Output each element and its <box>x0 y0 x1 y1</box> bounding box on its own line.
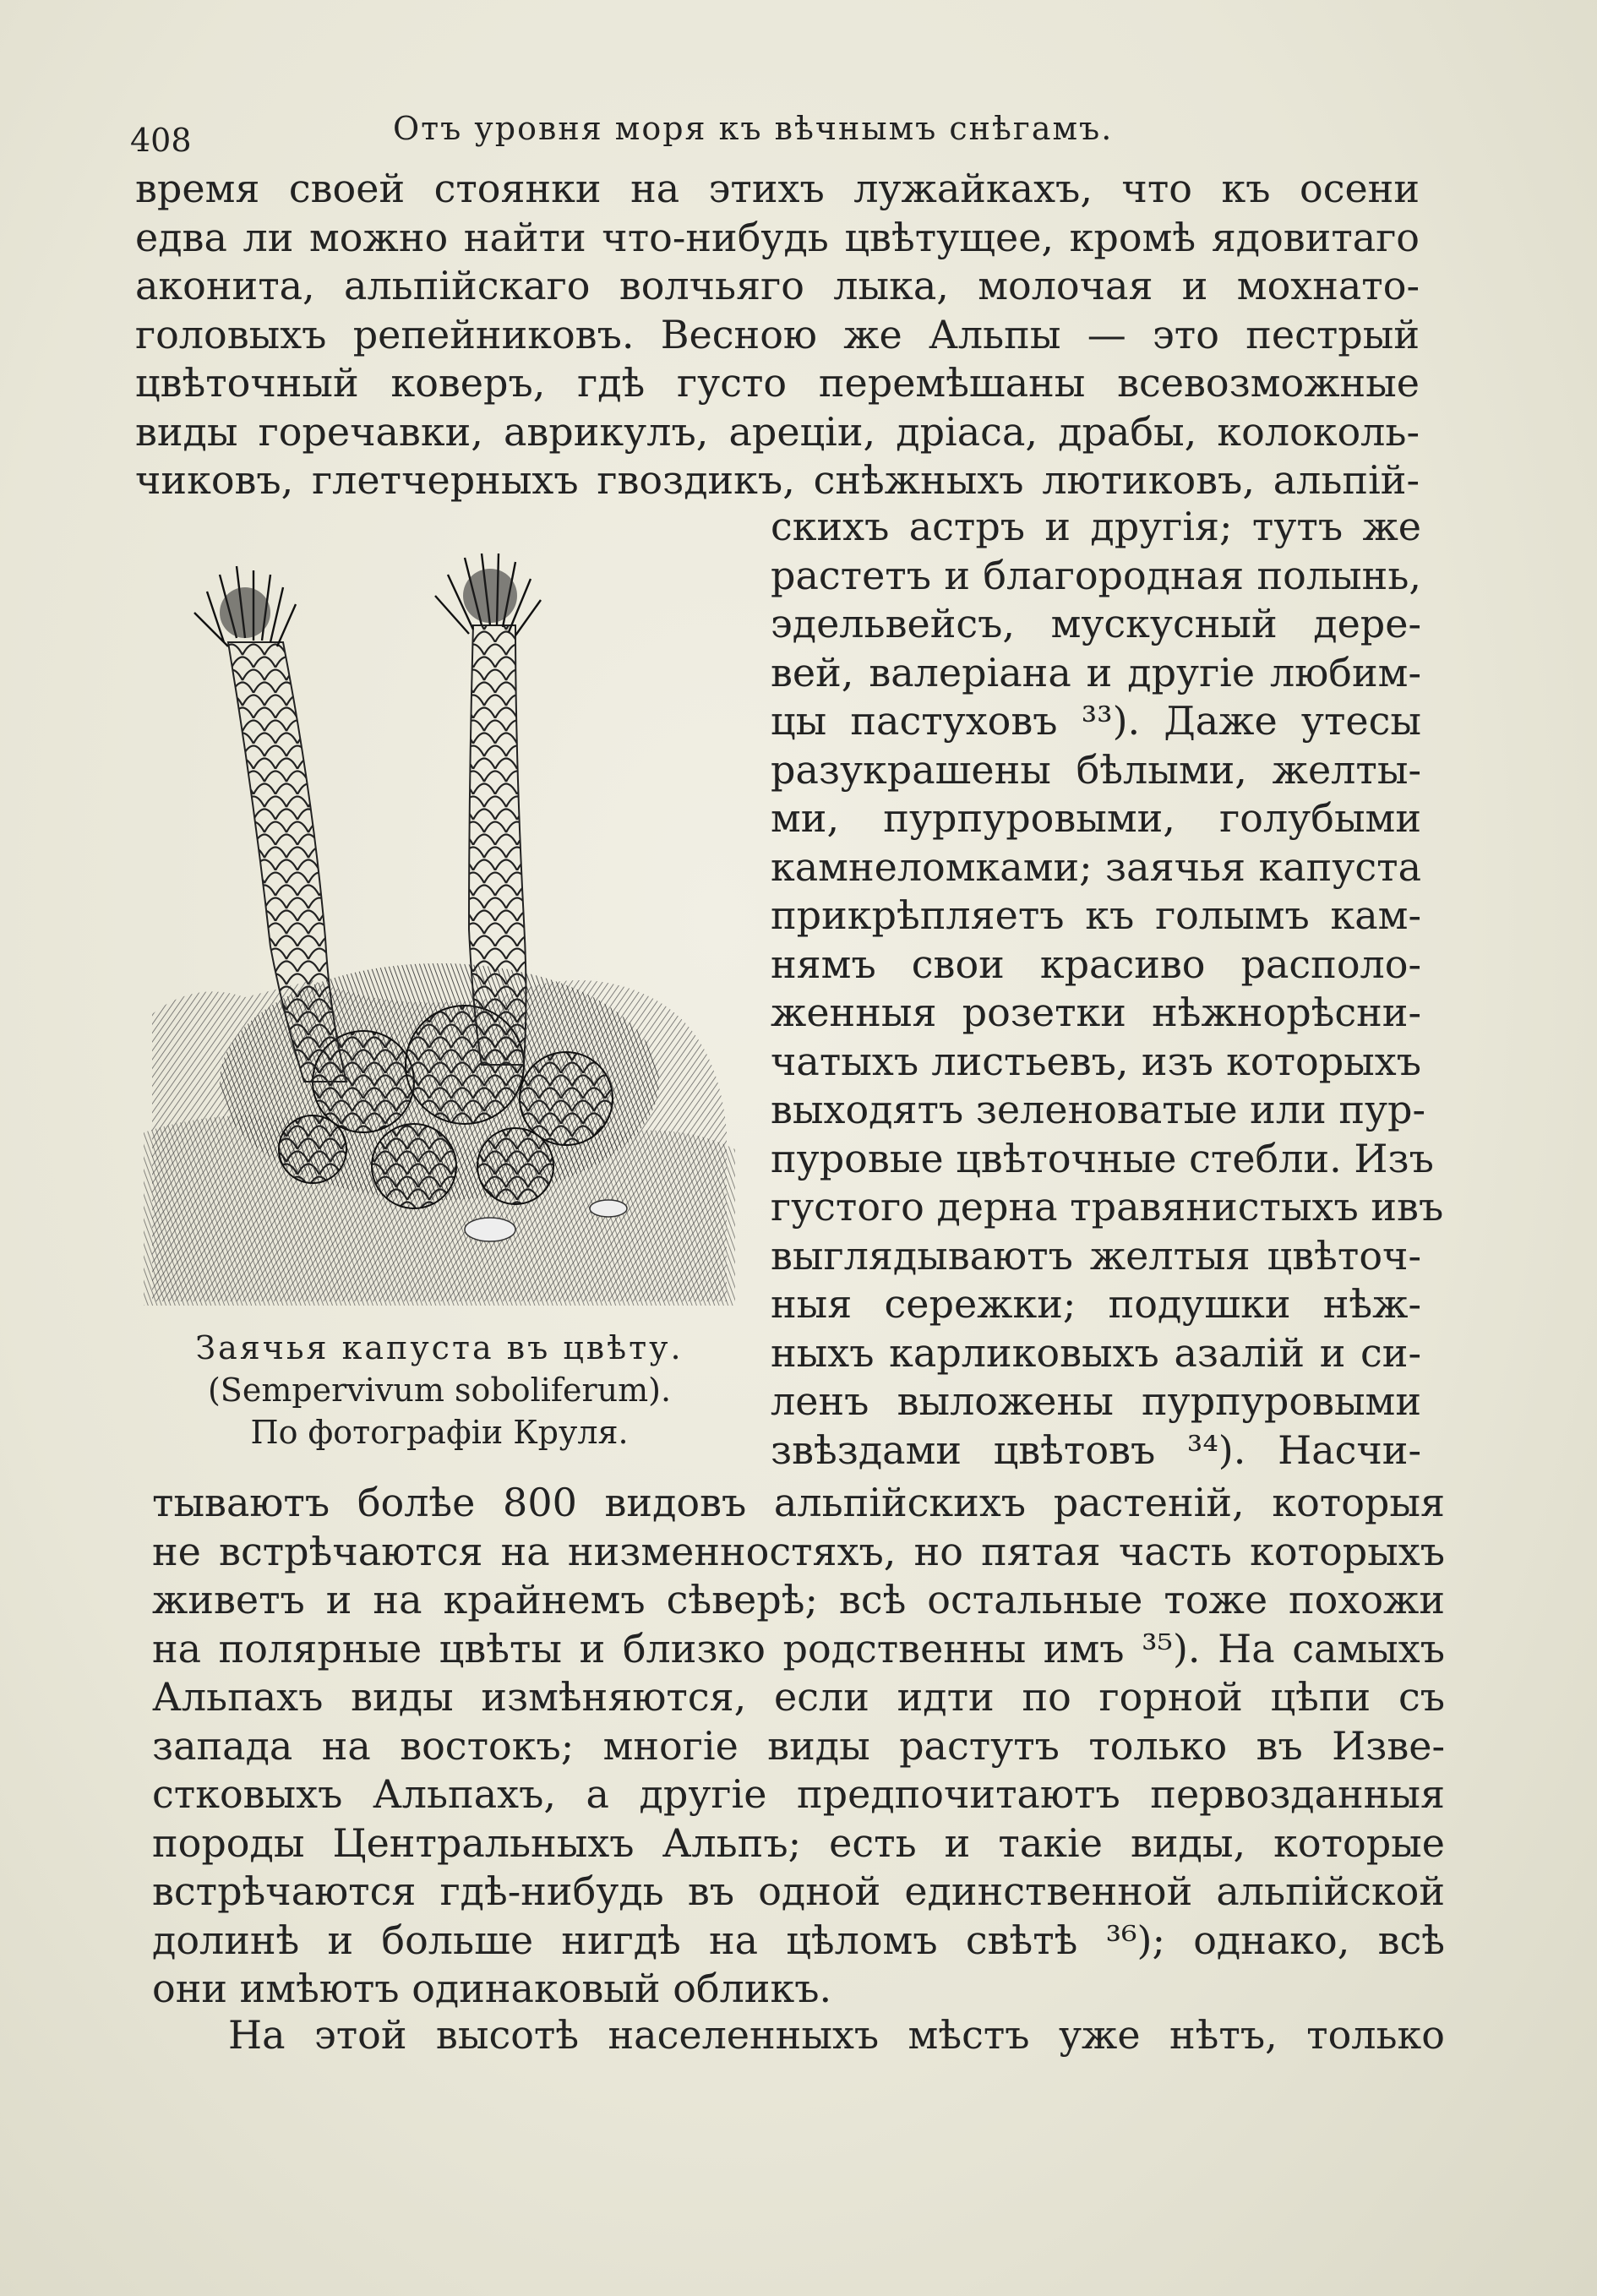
text-line: ми, пурпуровыми, голубыми <box>771 795 1421 841</box>
text-line: чатыхъ листьевъ, изъ которыхъ <box>771 1038 1421 1084</box>
text-line: на полярные цвѣты и близко родственны имъ ³⁵). На самыхъ <box>152 1625 1445 1672</box>
text-line: скихъ астръ и другія; тутъ же <box>771 504 1421 549</box>
page-header <box>127 108 1428 159</box>
text-line: цвѣточный коверъ, гдѣ густо перемѣшаны всевозможные <box>135 360 1420 406</box>
text-line: камнеломками; заячья капуста <box>771 843 1421 890</box>
text-line: чиковъ, глетчерныхъ гвоздикъ, снѣжныхъ лютиковъ, альпій- <box>135 457 1420 503</box>
text-line: аконита, альпійскаго волчьяго лыка, молочая и мохнато- <box>135 263 1420 308</box>
text-line: запада на востокъ; многіе виды растутъ только въ Изве- <box>152 1722 1445 1769</box>
sempervivum-engraving <box>144 541 735 1306</box>
text-line: породы Центральныхъ Альпъ; есть и такіе виды, которые <box>152 1819 1445 1866</box>
text-line: время своей стоянки на этихъ лужайкахъ, что къ осени <box>135 166 1420 211</box>
text-line: выходятъ зеленоватые или пур- <box>771 1087 1426 1132</box>
text-line: они имѣютъ одинаковый обликъ. <box>152 1966 832 2011</box>
text-line: растетъ и благородная полынь, <box>771 552 1421 598</box>
paragraph-top <box>135 165 1420 505</box>
text-line: густого дерна травянистыхъ ивъ <box>771 1184 1444 1230</box>
text-line: Альпахъ виды измѣняются, если идти по горной цѣпи съ <box>152 1674 1445 1720</box>
figure-caption <box>135 1327 744 1453</box>
text-line: цы пастуховъ ³³). Даже утесы <box>771 698 1421 744</box>
paragraph-side <box>771 503 1444 1475</box>
text-line: живетъ и на крайнемъ сѣверѣ; всѣ остальные тоже похожи <box>152 1577 1445 1622</box>
text-line: вей, валеріана и другіе любим- <box>771 649 1421 695</box>
paragraph-bottom <box>152 1479 1445 2014</box>
caption-source: По фотографіи Круля. <box>250 1414 629 1451</box>
text-line: ленъ выложены пурпуровыми <box>771 1378 1421 1424</box>
text-line: ныхъ карликовыхъ азалій и си- <box>771 1329 1421 1376</box>
text-line: прикрѣпляетъ къ голымъ кам- <box>771 892 1421 938</box>
text-line: выглядываютъ желтыя цвѣточ- <box>771 1232 1421 1279</box>
text-line: звѣздами цвѣтовъ ³⁴). Насчи- <box>771 1426 1421 1473</box>
text-line: встрѣчаются гдѣ-нибудь въ одной единственной альпійской <box>152 1868 1445 1914</box>
text-line: эдельвейсъ, мускусный дере- <box>771 601 1421 646</box>
text-line: виды горечавки, аврикулъ, ареціи, дріаса, драбы, колоколь- <box>135 408 1420 455</box>
text-line: головыхъ репейниковъ. Весною же Альпы — это пестрый <box>135 311 1420 357</box>
paragraph-last <box>152 2011 1445 2060</box>
text-line: пуровые цвѣточные стебли. Изъ <box>771 1135 1434 1181</box>
caption-line: Заячья капуста въ цвѣту. <box>195 1329 684 1366</box>
text-line: стковыхъ Альпахъ, а другіе предпочитаютъ первозданныя <box>152 1771 1445 1817</box>
page-number: 408 <box>130 122 192 159</box>
text-line: женныя розетки нѣжнорѣсни- <box>771 990 1421 1035</box>
running-title: Отъ уровня моря къ вѣчнымъ снѣгамъ. <box>393 110 1114 147</box>
plant-illustration <box>144 541 735 1306</box>
text-line: На этой высотѣ населенныхъ мѣстъ уже нѣтъ, только <box>228 2012 1445 2058</box>
text-line: долинѣ и больше нигдѣ на цѣломъ свѣтѣ ³⁶); однако, всѣ <box>152 1917 1445 1963</box>
text-line: едва ли можно найти что-нибудь цвѣтущее, кромѣ ядовитаго <box>135 214 1420 260</box>
text-line: тываютъ болѣе 800 видовъ альпійскихъ растеній, которыя <box>152 1480 1445 1525</box>
text-line: ныя сережки; подушки нѣж- <box>771 1281 1421 1327</box>
text-line: нямъ свои красиво располо- <box>771 941 1421 987</box>
caption-latin-name: (Sempervivum soboliferum). <box>207 1372 672 1409</box>
text-line: разукрашены бѣлыми, желты- <box>771 746 1421 793</box>
text-line: не встрѣчаются на низменностяхъ, но пятая часть которыхъ <box>152 1528 1445 1574</box>
